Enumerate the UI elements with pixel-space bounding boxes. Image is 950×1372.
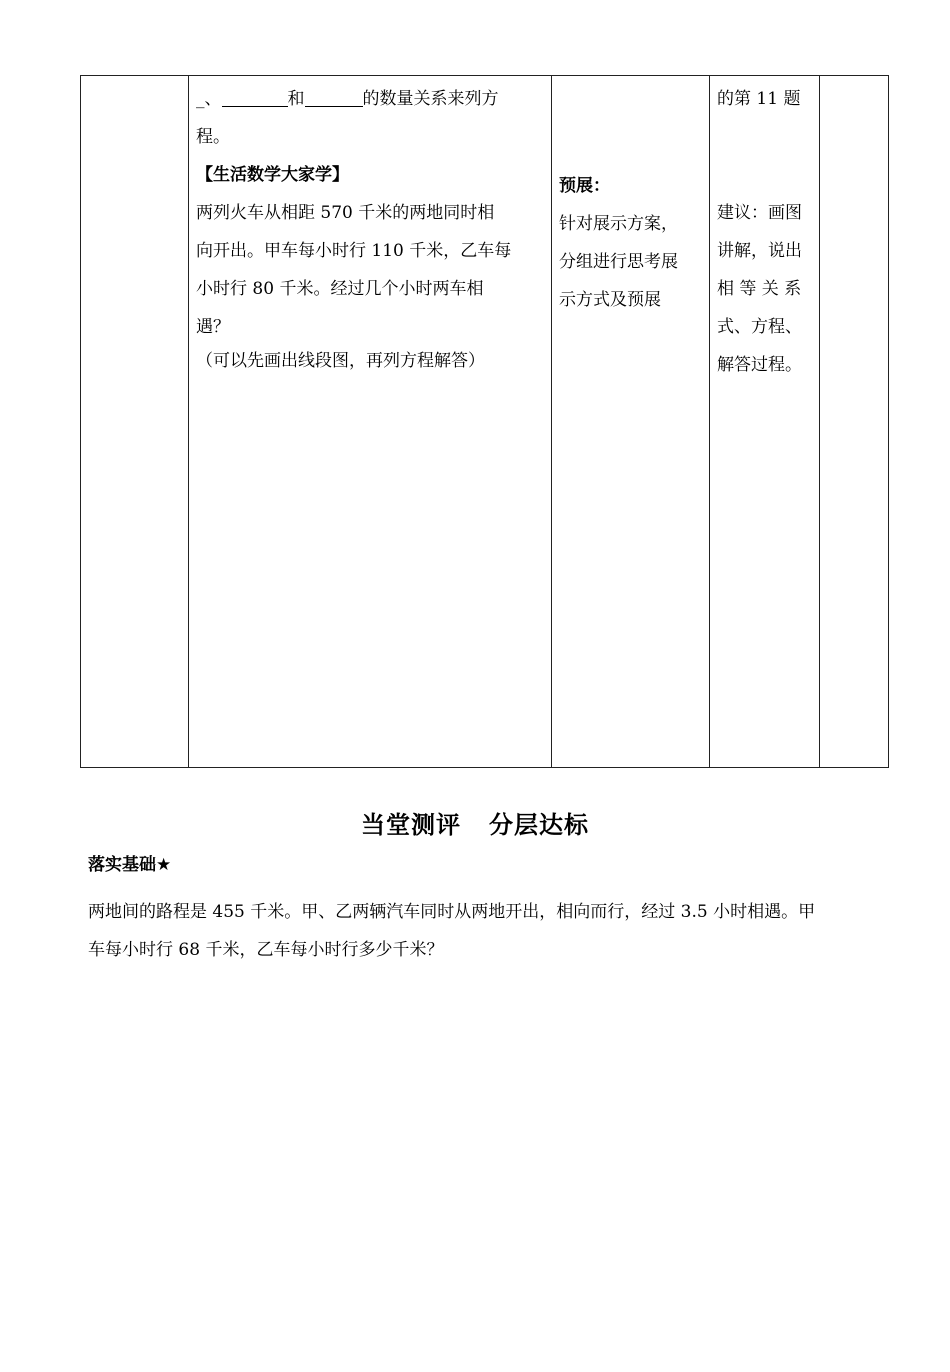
fill-in-line: _、 和 的数量关系来列方 — [196, 80, 545, 118]
preview-line: 针对展示方案， — [559, 214, 678, 234]
preview-heading: 预展： — [559, 176, 610, 196]
spacer — [717, 118, 815, 194]
suggest-line: 建议：画图 — [717, 203, 802, 223]
problem-line: 小时行 80 千米。经过几个小时两车相 — [196, 279, 484, 299]
suggest-line: 式、方程、 — [717, 317, 802, 337]
problem-line: 遇？ — [196, 317, 230, 337]
spacer — [559, 76, 705, 167]
table-cell-empty-right — [820, 76, 889, 768]
table-cell-empty-left — [81, 76, 189, 768]
hint-text: （可以先画出线段图，再列方程解答） — [196, 351, 485, 371]
table-cell-preview — [552, 76, 710, 768]
blank-2 — [305, 86, 363, 107]
blank-1 — [222, 86, 288, 107]
preview-line: 分组进行思考展 — [559, 252, 678, 272]
section-heading: 【生活数学大家学】 — [196, 165, 349, 185]
sub-title: 落实基础★ — [88, 855, 172, 875]
suggest-line: 讲解，说出 — [717, 241, 802, 261]
assessment-problem — [88, 893, 868, 969]
suggest-top: 的第 11 题 — [717, 89, 801, 109]
suggest-line: 解答过程。 — [717, 355, 802, 375]
table-cell-suggestion — [710, 76, 820, 768]
problem-line: 两列火车从相距 570 千米的两地同时相 — [196, 203, 495, 223]
table-cell-content — [189, 76, 552, 768]
fill-in-end: 程。 — [196, 127, 230, 147]
problem-line-1: 两地间的路程是 455 千米。甲、乙两辆汽车同时从两地开出，相向而行，经过 3.5 小时相遇。甲 — [88, 902, 816, 922]
preview-line: 示方式及预展 — [559, 290, 661, 310]
problem-line: 向开出。甲车每小时行 110 千米，乙车每 — [196, 241, 512, 261]
problem-line-2: 车每小时行 68 千米，乙车每小时行多少千米？ — [88, 940, 444, 960]
lesson-table — [80, 75, 889, 768]
section-title: 当堂测评 分层达标 — [360, 811, 590, 839]
suggest-line: 相 等 关 系 — [717, 279, 802, 299]
